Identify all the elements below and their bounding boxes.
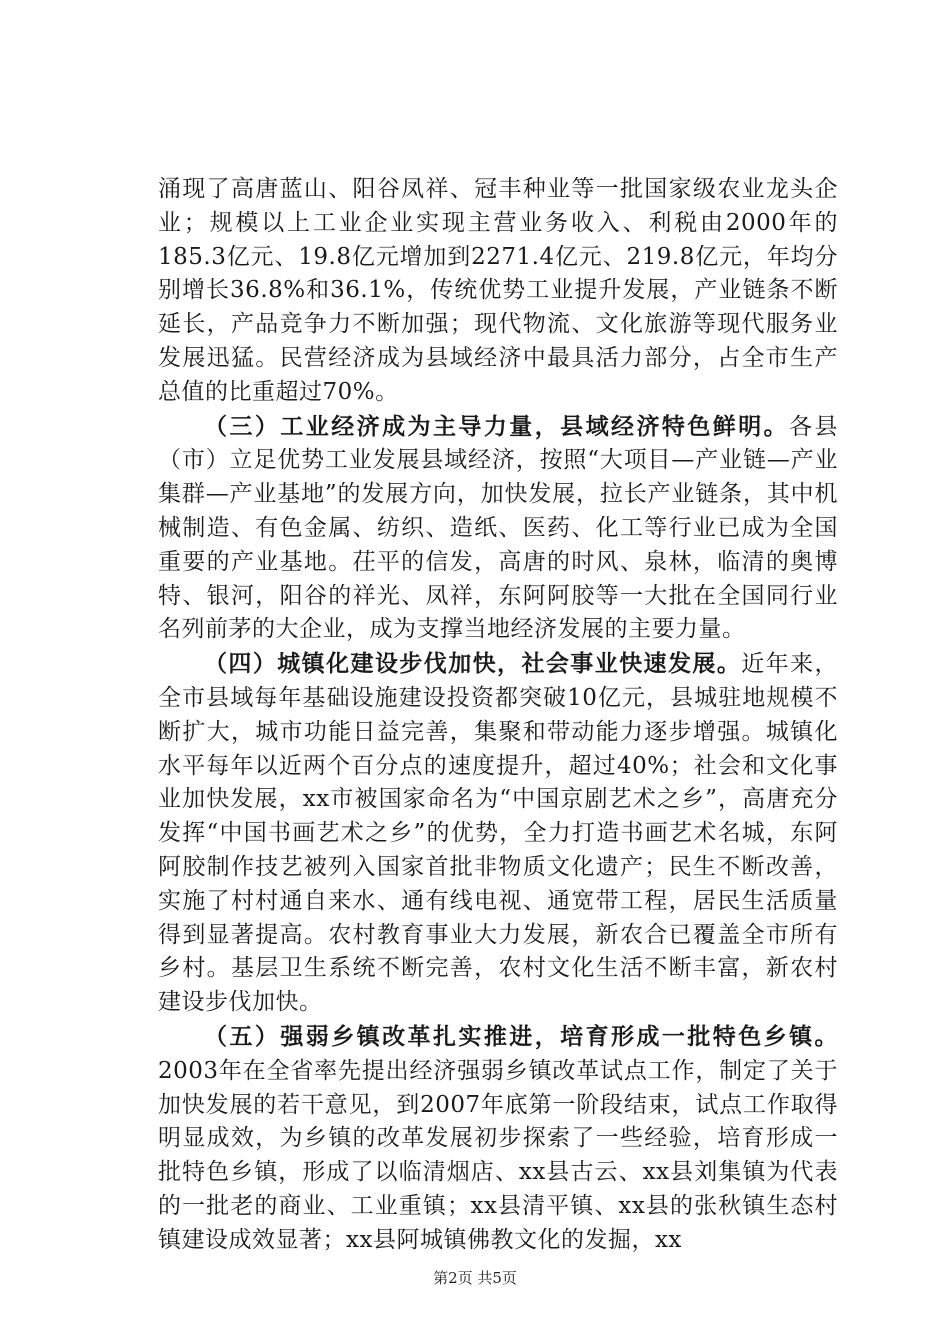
paragraph-3 — [158, 647, 838, 1020]
paragraph-2 — [158, 410, 838, 648]
paragraph-3-body: 近年来，全市县域每年基础设施建设投资都突破10亿元，县城驻地规模不断扩大，城市功能日益完善，集聚和带动能力逐步增强。城镇化水平每年以近两个百分点的速度提升，超过40%；社会和文化事业加快发展，xx市被国家命名为“中国京剧艺术之乡”，高唐充分发挥“中国书画艺术之乡”的优势，全力打造书画艺术名城，东阿阿胶制作技艺被列入国家首批非物质文化遗产；民生不断改善，实施了村村通自来水、通有线电视、通宽带工程，居民生活质量得到显著提高。农村教育事业大力发展，新农合已覆盖全市所有乡村。基层卫生系统不断完善，农村文化生活不断丰富，新农村建设步伐加快。 — [158, 651, 839, 1016]
document-page — [158, 172, 838, 1258]
paragraph-4-heading: （五）强弱乡镇改革扎实推进，培育形成一批特色乡镇。 — [204, 1022, 838, 1050]
page-footer: 第2页 共5页 — [433, 1269, 517, 1287]
paragraph-2-heading: （三）工业经济成为主导力量，县域经济特色鲜明。 — [204, 412, 790, 440]
paragraph-4-body: 2003年在全省率先提出经济强弱乡镇改革试点工作，制定了关于加快发展的若干意见，到2007年底第一阶段结束，试点工作取得明显成效，为乡镇的改革发展初步探索了一些经验，培育形成一批特色乡镇，形成了以临清烟店、xx县古云、xx县刘集镇为代表的一批老的商业、工业重镇；xx县清平镇、xx县的张秋镇生态村镇建设成效显著；xx县阿城镇佛教文化的发掘，xx — [158, 1057, 838, 1253]
paragraph-2-body: 各县（市）立足优势工业发展县域经济，按照“大项目—产业链—产业集群—产业基地”的发展方向，加快发展，拉长产业链条，其中机械制造、有色金属、纺织、造纸、医药、化工等行业已成为全国重要的产业基地。茌平的信发，高唐的时风、泉林，临清的奥博特、银河，阳谷的祥光、凤祥，东阿阿胶等一大批在全国同行业名列前茅的大企业，成为支撑当地经济发展的主要力量。 — [158, 413, 838, 643]
paragraph-1 — [158, 172, 838, 410]
paragraph-4 — [158, 1020, 838, 1258]
paragraph-1-body: 涌现了高唐蓝山、阳谷凤祥、冠丰种业等一批国家级农业龙头企业；规模以上工业企业实现主营业务收入、利税由2000年的185.3亿元、19.8亿元增加到2271.4亿元、219.8亿元，年均分别增长36.8%和36.1%，传统优势工业提升发展，产业链条不断延长，产品竞争力不断加强；现代物流、文化旅游等现代服务业发展迅猛。民营经济成为县域经济中最具活力部分，占全市生产总值的比重超过70%。 — [158, 176, 838, 405]
paragraph-3-heading: （四）城镇化建设步伐加快，社会事业快速发展。 — [204, 650, 742, 678]
